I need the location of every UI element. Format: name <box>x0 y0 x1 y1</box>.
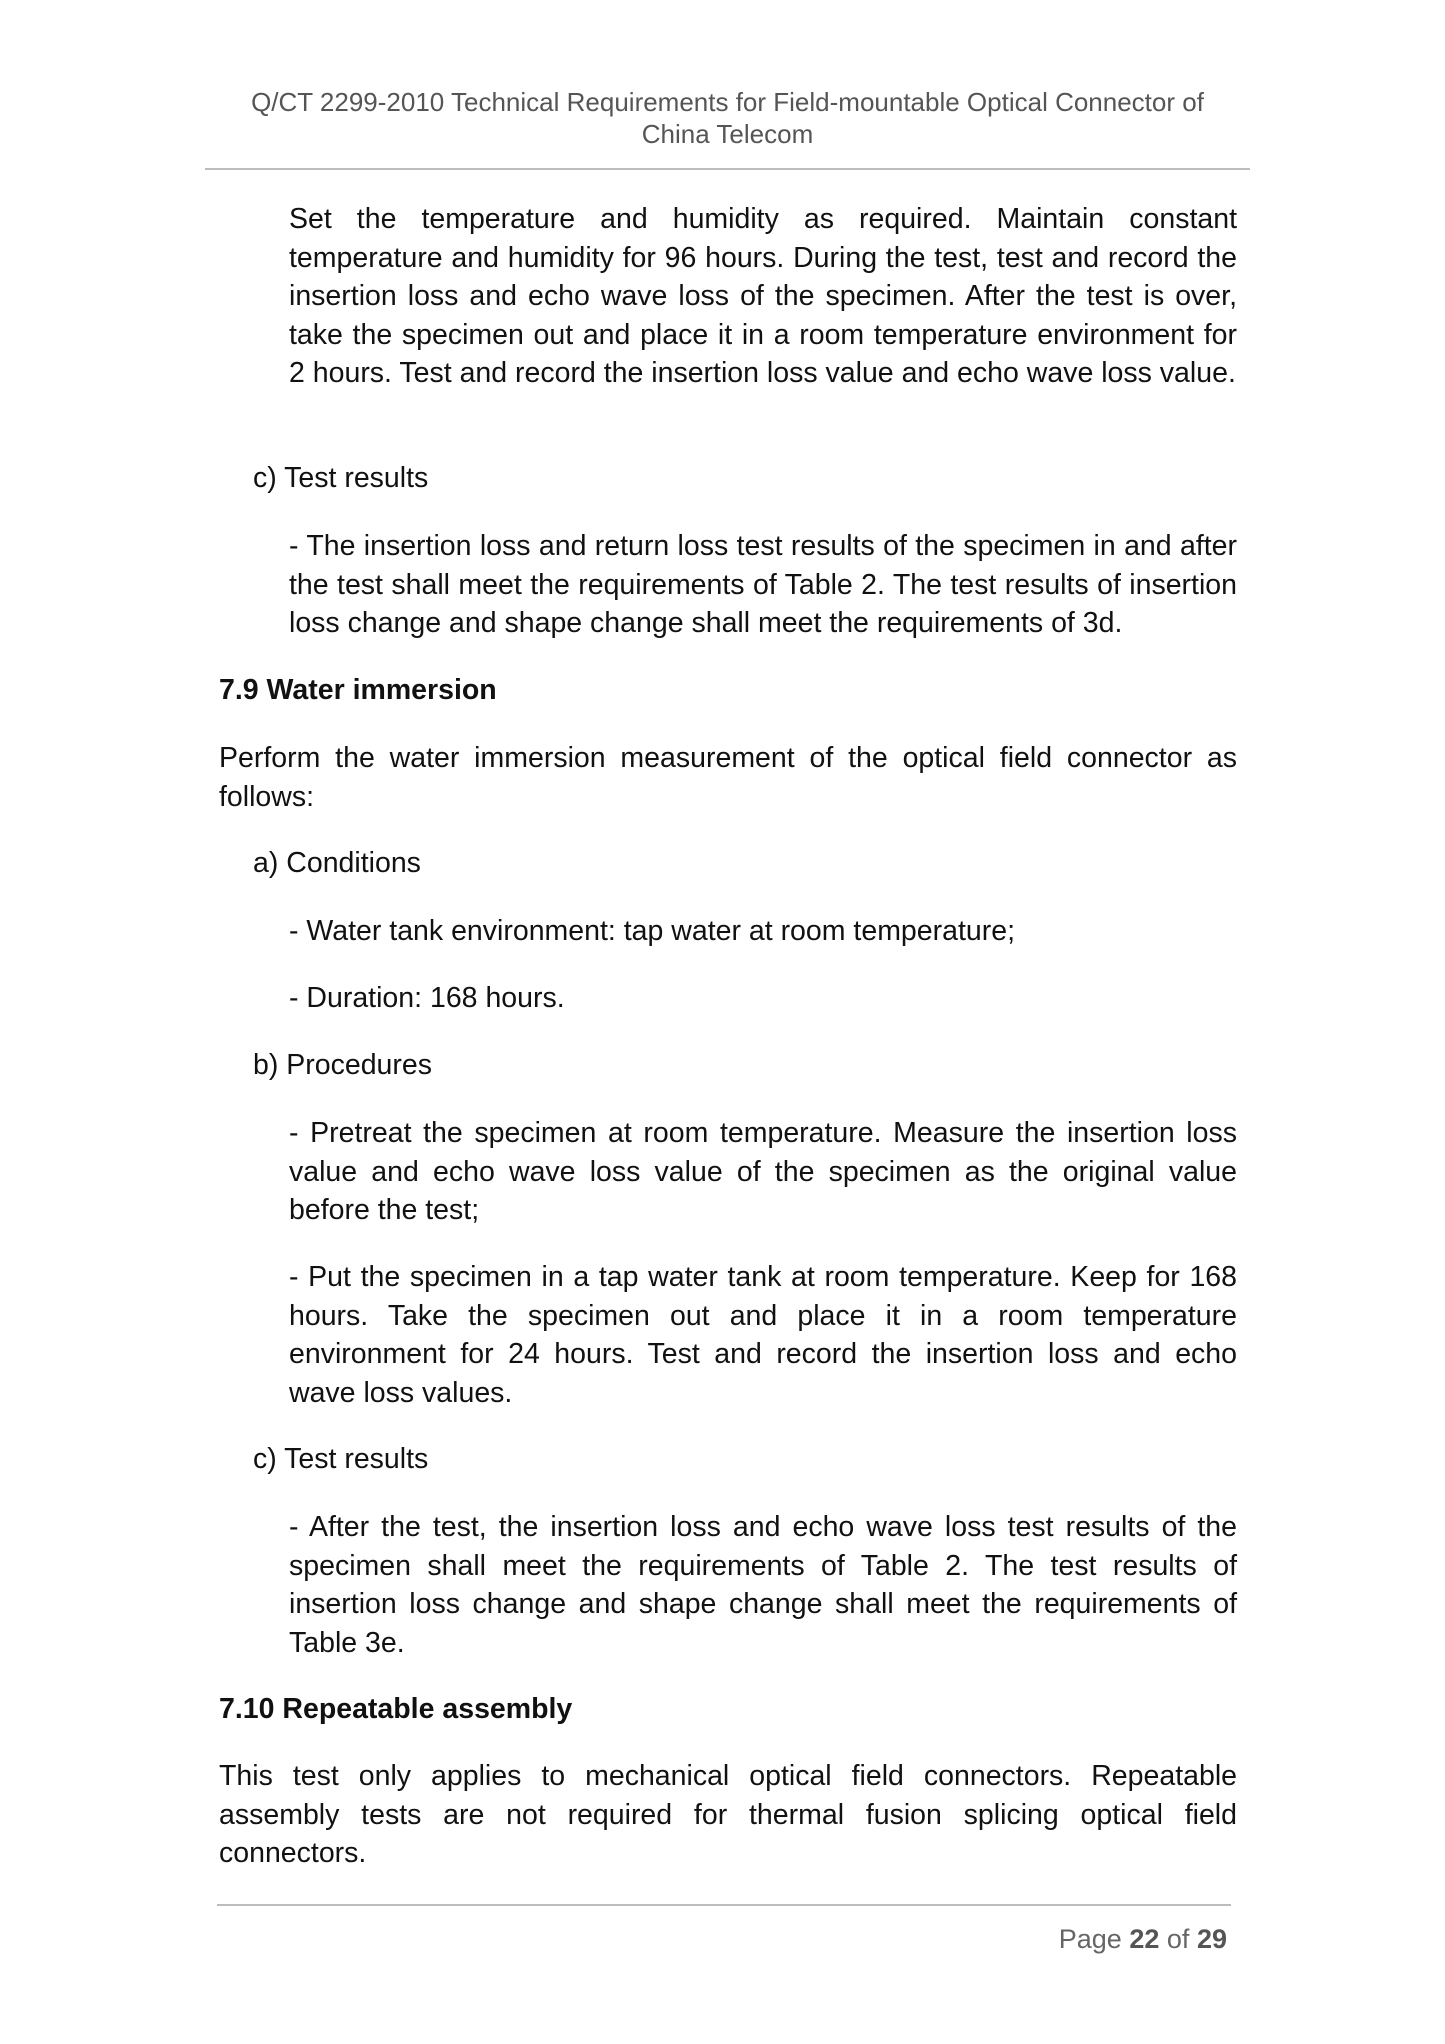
section-intro-7-9: Perform the water immersion measurement of the optical field connector as follows: <box>219 742 1237 813</box>
section-heading-7-9: 7.9 Water immersion <box>219 674 497 706</box>
section-heading-7-10: 7.10 Repeatable assembly <box>219 1693 573 1725</box>
condition-item-1: - Water tank environment: tap water at room temperature; <box>289 915 1015 947</box>
page-word: Page <box>1058 1924 1122 1954</box>
procedure-item-1: - Pretreat the specimen at room temperature. Measure the insertion loss value and echo wave loss value of the specimen as the original value before the test; <box>289 1117 1237 1226</box>
procedure-paragraph-7-8: Set the temperature and humidity as required. Maintain constant temperature and humidity for 96 hours. During the test, test and record the insertion loss and echo wave loss of the specimen. After the test is over, take the specimen out and place it in a room temperature environment for 2 hours. Test and record the insertion loss value and echo wave loss value. <box>289 203 1237 389</box>
test-results-label-7-9: c) Test results <box>253 1443 429 1475</box>
page-header <box>205 86 1250 150</box>
header-divider <box>205 168 1250 170</box>
current-page-number: 22 <box>1129 1924 1160 1954</box>
test-results-text-7-9: - After the test, the insertion loss and echo wave loss test results of the specimen shall meet the requirements of Table 2. The test results of insertion loss change and shape change shall meet the requirements of Table 3e. <box>289 1511 1237 1659</box>
section-intro-7-10: This test only applies to mechanical optical field connectors. Repeatable assembly tests are not required for thermal fusion splicing optical field connectors. <box>219 1760 1237 1869</box>
total-page-count: 29 <box>1196 1924 1227 1954</box>
test-results-label-7-8: c) Test results <box>253 462 429 494</box>
page-number-footer <box>1059 1922 1227 1956</box>
footer-divider <box>217 1904 1231 1906</box>
procedure-item-2: - Put the specimen in a tap water tank at room temperature. Keep for 168 hours. Take the specimen out and place it in a room temperature environment for 24 hours. Test and record the insertion loss and echo wave loss values. <box>289 1261 1237 1409</box>
header-title-line-1: Q/CT 2299-2010 Technical Requirements for Field-mountable Optical Connector of <box>251 87 1204 117</box>
conditions-label: a) Conditions <box>253 847 421 879</box>
test-results-text-7-8: - The insertion loss and return loss test results of the specimen in and after the test shall meet the requirements of Table 2. The test results of insertion loss change and shape change shall meet the requirements of 3d. <box>289 530 1237 639</box>
header-title-line-2: China Telecom <box>641 119 814 149</box>
procedures-label: b) Procedures <box>253 1049 433 1081</box>
condition-item-2: - Duration: 168 hours. <box>289 982 565 1014</box>
of-word: of <box>1166 1924 1190 1954</box>
